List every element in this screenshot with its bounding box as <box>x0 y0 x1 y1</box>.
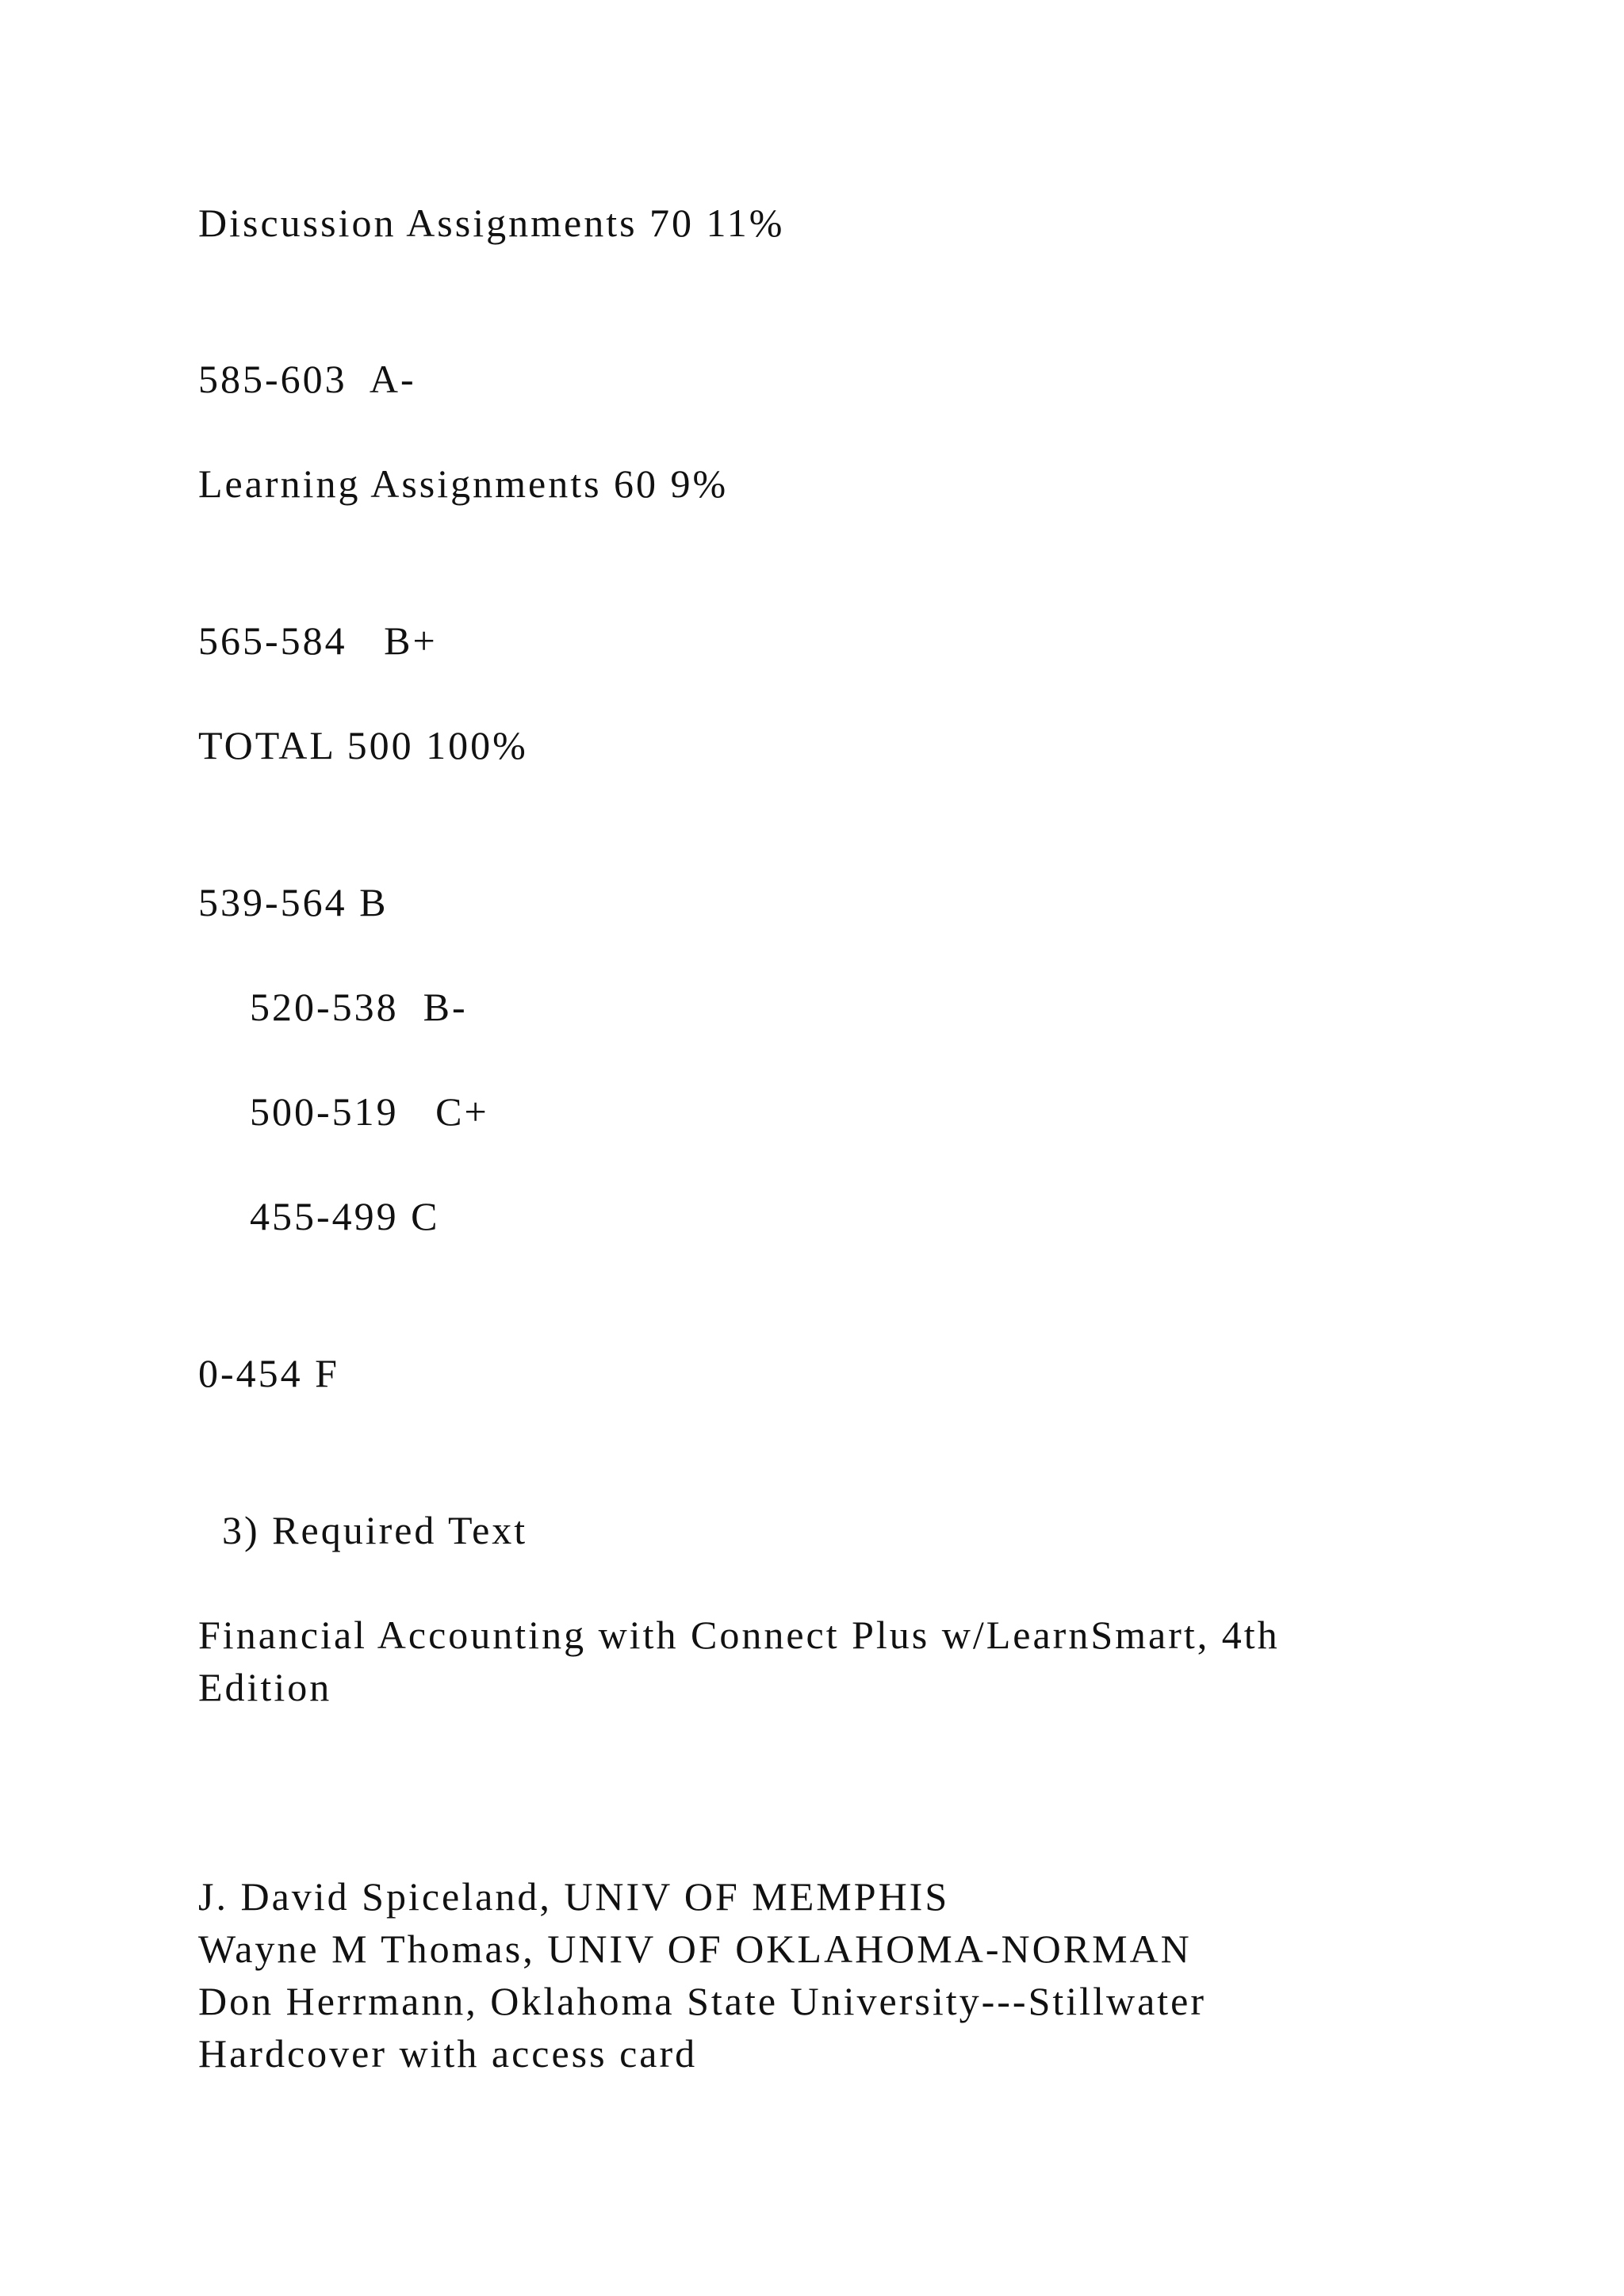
grade-range-c-plus: 500-519 C+ <box>250 1089 489 1134</box>
author-thomas: Wayne M Thomas, UNIV OF OKLAHOMA-NORMAN <box>198 1927 1192 1971</box>
author-spiceland: J. David Spiceland, UNIV OF MEMPHIS <box>198 1874 950 1919</box>
grading-row-discussion: Discussion Assignments 70 11% <box>198 201 785 245</box>
textbook-title-line-1: Financial Accounting with Connect Plus w/LearnSmart, 4th <box>198 1613 1280 1657</box>
textbook-format: Hardcover with access card <box>198 2031 698 2076</box>
textbook-title-line-2: Edition <box>198 1665 332 1709</box>
grade-range-a-minus: 585-603 A- <box>198 357 416 401</box>
grade-range-b-plus: 565-584 B+ <box>198 618 438 663</box>
grade-range-c: 455-499 C <box>250 1194 440 1238</box>
section-heading-required-text: 3) Required Text <box>222 1508 528 1552</box>
author-herrmann: Don Herrmann, Oklahoma State University---Stillwater <box>198 1979 1206 2023</box>
grading-row-learning: Learning Assignments 60 9% <box>198 461 729 506</box>
grade-range-f: 0-454 F <box>198 1351 339 1395</box>
grade-range-b-minus: 520-538 B- <box>250 985 468 1029</box>
grading-row-total: TOTAL 500 100% <box>198 723 528 767</box>
grade-range-b: 539-564 B <box>198 880 389 924</box>
